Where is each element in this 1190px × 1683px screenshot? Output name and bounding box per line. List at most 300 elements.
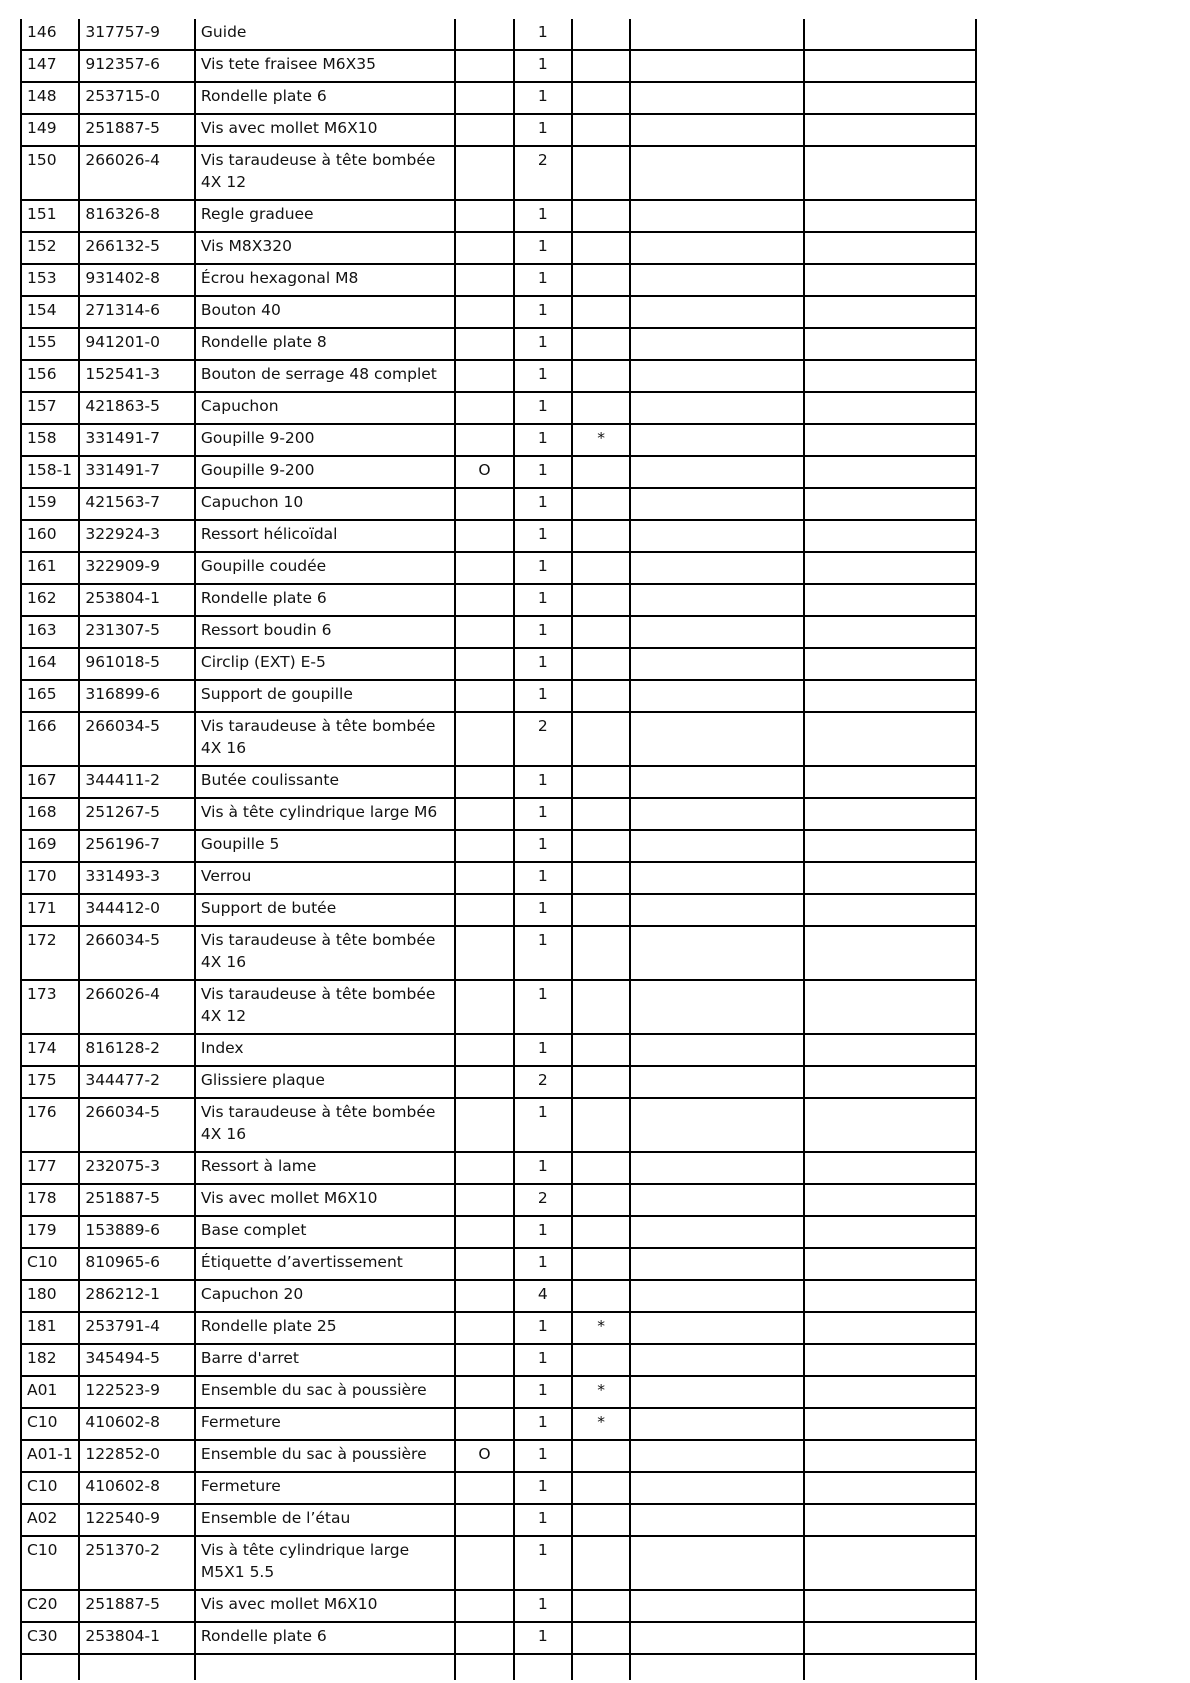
note-mark-cell — [572, 360, 630, 392]
blank-cell — [630, 19, 804, 50]
option-cell — [455, 926, 513, 980]
option-cell — [455, 1034, 513, 1066]
description-cell: Étiquette d’avertissement — [195, 1248, 455, 1280]
blank-cell — [804, 862, 976, 894]
table-row — [21, 50, 976, 82]
description-cell: Vis taraudeuse à tête bombée 4X 16 — [195, 926, 455, 980]
quantity-cell: 1 — [514, 1504, 572, 1536]
description-cell: Ensemble de l’étau — [195, 1504, 455, 1536]
blank-cell — [804, 584, 976, 616]
note-mark-cell — [572, 894, 630, 926]
option-cell: O — [455, 1440, 513, 1472]
blank-cell — [804, 616, 976, 648]
description-cell: Rondelle plate 6 — [195, 584, 455, 616]
item-number-cell: 168 — [21, 798, 79, 830]
item-number-cell: 172 — [21, 926, 79, 980]
part-number-cell: 266132-5 — [79, 232, 195, 264]
blank-cell — [804, 1504, 976, 1536]
blank-cell — [630, 328, 804, 360]
blank-cell — [630, 926, 804, 980]
table-row — [21, 200, 976, 232]
description-cell: Rondelle plate 25 — [195, 1312, 455, 1344]
table-row — [21, 232, 976, 264]
blank-cell — [630, 862, 804, 894]
note-mark-cell — [572, 552, 630, 584]
blank-cell — [804, 1440, 976, 1472]
table-row — [21, 1376, 976, 1408]
note-mark-cell — [572, 862, 630, 894]
description-cell: Verrou — [195, 862, 455, 894]
blank-cell — [804, 456, 976, 488]
note-mark-cell — [572, 1440, 630, 1472]
table-row — [21, 1034, 976, 1066]
table-row — [21, 114, 976, 146]
blank-cell — [804, 360, 976, 392]
option-cell — [455, 1312, 513, 1344]
blank-cell — [804, 1590, 976, 1622]
blank-cell — [630, 424, 804, 456]
description-cell: Capuchon 20 — [195, 1280, 455, 1312]
table-row — [21, 1280, 976, 1312]
blank-cell — [630, 1472, 804, 1504]
note-mark-cell — [572, 1536, 630, 1590]
quantity-cell: 1 — [514, 114, 572, 146]
description-cell: Rondelle plate 6 — [195, 1622, 455, 1654]
table-row — [21, 1344, 976, 1376]
description-cell: Bouton de serrage 48 complet — [195, 360, 455, 392]
part-number-cell: 410602-8 — [79, 1472, 195, 1504]
quantity-cell: 1 — [514, 1590, 572, 1622]
blank-cell — [630, 1280, 804, 1312]
blank-cell — [630, 584, 804, 616]
item-number-cell: 169 — [21, 830, 79, 862]
description-cell: Ensemble du sac à poussière — [195, 1440, 455, 1472]
blank-cell — [804, 296, 976, 328]
blank-cell — [630, 520, 804, 552]
description-cell: Vis à tête cylindrique large M5X1 5.5 — [195, 1536, 455, 1590]
part-number-cell: 266026-4 — [79, 146, 195, 200]
part-number-cell: 331491-7 — [79, 424, 195, 456]
table-row — [21, 328, 976, 360]
part-number-cell: 931402-8 — [79, 264, 195, 296]
description-cell: Support de butée — [195, 894, 455, 926]
quantity-cell: 1 — [514, 766, 572, 798]
item-number-cell: 160 — [21, 520, 79, 552]
item-number-cell: 167 — [21, 766, 79, 798]
table-row — [21, 926, 976, 980]
note-mark-cell — [572, 200, 630, 232]
option-cell — [455, 980, 513, 1034]
table-row — [21, 830, 976, 862]
option-cell — [455, 1472, 513, 1504]
option-cell — [455, 1590, 513, 1622]
blank-cell — [630, 232, 804, 264]
item-number-cell: 156 — [21, 360, 79, 392]
part-number-cell: 816326-8 — [79, 200, 195, 232]
blank-cell — [804, 1376, 976, 1408]
blank-cell — [804, 1184, 976, 1216]
option-cell — [455, 1654, 513, 1680]
table-row — [21, 456, 976, 488]
quantity-cell: 1 — [514, 1344, 572, 1376]
option-cell — [455, 798, 513, 830]
quantity-cell: 4 — [514, 1280, 572, 1312]
table-row — [21, 1440, 976, 1472]
quantity-cell: 1 — [514, 232, 572, 264]
quantity-cell: 1 — [514, 488, 572, 520]
note-mark-cell — [572, 520, 630, 552]
item-number-cell: 181 — [21, 1312, 79, 1344]
item-number-cell: A01-1 — [21, 1440, 79, 1472]
blank-cell — [630, 894, 804, 926]
blank-cell — [804, 424, 976, 456]
quantity-cell: 1 — [514, 264, 572, 296]
note-mark-cell — [572, 798, 630, 830]
part-number-cell: 231307-5 — [79, 616, 195, 648]
part-number-cell: 271314-6 — [79, 296, 195, 328]
description-cell: Capuchon 10 — [195, 488, 455, 520]
item-number-cell: 148 — [21, 82, 79, 114]
blank-cell — [804, 114, 976, 146]
description-cell: Vis à tête cylindrique large M6 — [195, 798, 455, 830]
quantity-cell: 1 — [514, 360, 572, 392]
blank-cell — [630, 1440, 804, 1472]
description-cell: Vis M8X320 — [195, 232, 455, 264]
table-row — [21, 648, 976, 680]
option-cell — [455, 830, 513, 862]
note-mark-cell — [572, 114, 630, 146]
part-number-cell: 810965-6 — [79, 1248, 195, 1280]
item-number-cell: C10 — [21, 1408, 79, 1440]
blank-cell — [630, 830, 804, 862]
blank-cell — [630, 648, 804, 680]
item-number-cell: 154 — [21, 296, 79, 328]
description-cell: Fermeture — [195, 1472, 455, 1504]
blank-cell — [630, 296, 804, 328]
option-cell — [455, 360, 513, 392]
quantity-cell: 1 — [514, 1376, 572, 1408]
quantity-cell: 1 — [514, 616, 572, 648]
quantity-cell: 1 — [514, 980, 572, 1034]
blank-cell — [804, 1536, 976, 1590]
option-cell — [455, 520, 513, 552]
option-cell — [455, 146, 513, 200]
option-cell — [455, 894, 513, 926]
description-cell: Goupille 5 — [195, 830, 455, 862]
note-mark-cell — [572, 232, 630, 264]
blank-cell — [804, 82, 976, 114]
description-cell: Guide — [195, 19, 455, 50]
table-row — [21, 1504, 976, 1536]
note-mark-cell — [572, 328, 630, 360]
part-number-cell: 286212-1 — [79, 1280, 195, 1312]
quantity-cell: 1 — [514, 82, 572, 114]
blank-cell — [804, 980, 976, 1034]
option-cell — [455, 616, 513, 648]
description-cell: Glissiere plaque — [195, 1066, 455, 1098]
quantity-cell — [514, 1654, 572, 1680]
table-row — [21, 296, 976, 328]
note-mark-cell — [572, 712, 630, 766]
part-number-cell: 253804-1 — [79, 1622, 195, 1654]
quantity-cell: 1 — [514, 1312, 572, 1344]
note-mark-cell — [572, 1184, 630, 1216]
quantity-cell: 1 — [514, 798, 572, 830]
option-cell — [455, 1376, 513, 1408]
table-row — [21, 1472, 976, 1504]
blank-cell — [804, 1066, 976, 1098]
description-cell: Ensemble du sac à poussière — [195, 1376, 455, 1408]
blank-cell — [804, 680, 976, 712]
description-cell: Ressort à lame — [195, 1152, 455, 1184]
part-number-cell: 322909-9 — [79, 552, 195, 584]
quantity-cell: 1 — [514, 926, 572, 980]
option-cell — [455, 296, 513, 328]
part-number-cell: 253791-4 — [79, 1312, 195, 1344]
quantity-cell: 1 — [514, 1216, 572, 1248]
option-cell — [455, 1622, 513, 1654]
table-row — [21, 1184, 976, 1216]
part-number-cell: 344411-2 — [79, 766, 195, 798]
table-row — [21, 146, 976, 200]
blank-cell — [804, 926, 976, 980]
description-cell: Vis taraudeuse à tête bombée 4X 16 — [195, 1098, 455, 1152]
blank-cell — [630, 1504, 804, 1536]
table-row — [21, 360, 976, 392]
blank-cell — [804, 798, 976, 830]
part-number-cell: 266034-5 — [79, 1098, 195, 1152]
option-cell — [455, 392, 513, 424]
quantity-cell: 1 — [514, 1440, 572, 1472]
quantity-cell: 1 — [514, 424, 572, 456]
description-cell: Fermeture — [195, 1408, 455, 1440]
option-cell — [455, 1536, 513, 1590]
option-cell — [455, 552, 513, 584]
option-cell — [455, 19, 513, 50]
description-cell: Ressort boudin 6 — [195, 616, 455, 648]
quantity-cell: 1 — [514, 392, 572, 424]
blank-cell — [630, 766, 804, 798]
part-number-cell: 251370-2 — [79, 1536, 195, 1590]
note-mark-cell — [572, 1590, 630, 1622]
table-row — [21, 980, 976, 1034]
blank-cell — [630, 1408, 804, 1440]
quantity-cell: 1 — [514, 894, 572, 926]
item-number-cell: C10 — [21, 1472, 79, 1504]
blank-cell — [630, 1344, 804, 1376]
part-number-cell: 912357-6 — [79, 50, 195, 82]
blank-cell — [630, 1654, 804, 1680]
item-number-cell: C10 — [21, 1536, 79, 1590]
description-cell: Vis taraudeuse à tête bombée 4X 16 — [195, 712, 455, 766]
item-number-cell: 166 — [21, 712, 79, 766]
description-cell: Barre d'arret — [195, 1344, 455, 1376]
item-number-cell: 158 — [21, 424, 79, 456]
item-number-cell: 157 — [21, 392, 79, 424]
blank-cell — [804, 766, 976, 798]
item-number-cell: 152 — [21, 232, 79, 264]
item-number-cell: A01 — [21, 1376, 79, 1408]
item-number-cell: 182 — [21, 1344, 79, 1376]
blank-cell — [630, 552, 804, 584]
item-number-cell: 149 — [21, 114, 79, 146]
blank-cell — [630, 360, 804, 392]
blank-cell — [804, 50, 976, 82]
part-number-cell: 251267-5 — [79, 798, 195, 830]
table-row — [21, 1216, 976, 1248]
parts-table — [20, 19, 977, 1680]
description-cell: Vis avec mollet M6X10 — [195, 114, 455, 146]
table-row — [21, 584, 976, 616]
table-row — [21, 19, 976, 50]
part-number-cell: 331491-7 — [79, 456, 195, 488]
part-number-cell: 256196-7 — [79, 830, 195, 862]
note-mark-cell — [572, 1654, 630, 1680]
quantity-cell: 1 — [514, 50, 572, 82]
quantity-cell: 1 — [514, 200, 572, 232]
item-number-cell: 176 — [21, 1098, 79, 1152]
blank-cell — [804, 19, 976, 50]
part-number-cell: 266034-5 — [79, 712, 195, 766]
part-number-cell: 266034-5 — [79, 926, 195, 980]
blank-cell — [804, 264, 976, 296]
item-number-cell: C30 — [21, 1622, 79, 1654]
note-mark-cell — [572, 616, 630, 648]
option-cell — [455, 50, 513, 82]
part-number-cell: 344412-0 — [79, 894, 195, 926]
option-cell — [455, 862, 513, 894]
blank-cell — [630, 456, 804, 488]
item-number-cell: 162 — [21, 584, 79, 616]
blank-cell — [630, 146, 804, 200]
part-number-cell: 152541-3 — [79, 360, 195, 392]
item-number-cell: 151 — [21, 200, 79, 232]
part-number-cell: 410602-8 — [79, 1408, 195, 1440]
description-cell: Vis avec mollet M6X10 — [195, 1590, 455, 1622]
description-cell: Vis avec mollet M6X10 — [195, 1184, 455, 1216]
blank-cell — [804, 1344, 976, 1376]
option-cell — [455, 1184, 513, 1216]
blank-cell — [630, 1066, 804, 1098]
description-cell: Rondelle plate 6 — [195, 82, 455, 114]
part-number-cell: 253715-0 — [79, 82, 195, 114]
part-number-cell: 816128-2 — [79, 1034, 195, 1066]
note-mark-cell: * — [572, 1312, 630, 1344]
quantity-cell: 1 — [514, 1152, 572, 1184]
blank-cell — [804, 1312, 976, 1344]
note-mark-cell — [572, 296, 630, 328]
blank-cell — [630, 264, 804, 296]
table-row — [21, 1536, 976, 1590]
blank-cell — [630, 1152, 804, 1184]
description-cell: Goupille coudée — [195, 552, 455, 584]
description-cell: Capuchon — [195, 392, 455, 424]
part-number-cell: 122852-0 — [79, 1440, 195, 1472]
table-row — [21, 798, 976, 830]
blank-cell — [804, 1408, 976, 1440]
table-row — [21, 862, 976, 894]
blank-cell — [630, 50, 804, 82]
table-row — [21, 1248, 976, 1280]
blank-cell — [630, 1248, 804, 1280]
blank-cell — [630, 114, 804, 146]
blank-cell — [630, 616, 804, 648]
blank-cell — [804, 392, 976, 424]
quantity-cell: 1 — [514, 456, 572, 488]
option-cell — [455, 584, 513, 616]
quantity-cell: 1 — [514, 19, 572, 50]
part-number-cell: 331493-3 — [79, 862, 195, 894]
option-cell — [455, 488, 513, 520]
part-number-cell: 232075-3 — [79, 1152, 195, 1184]
note-mark-cell — [572, 1344, 630, 1376]
blank-cell — [630, 980, 804, 1034]
note-mark-cell — [572, 456, 630, 488]
note-mark-cell — [572, 1216, 630, 1248]
blank-cell — [804, 146, 976, 200]
note-mark-cell — [572, 1248, 630, 1280]
note-mark-cell — [572, 766, 630, 798]
option-cell — [455, 264, 513, 296]
quantity-cell: 1 — [514, 1472, 572, 1504]
item-number-cell: 173 — [21, 980, 79, 1034]
note-mark-cell — [572, 1152, 630, 1184]
table-row — [21, 520, 976, 552]
blank-cell — [804, 1248, 976, 1280]
note-mark-cell — [572, 264, 630, 296]
description-cell: Base complet — [195, 1216, 455, 1248]
description-cell: Vis tete fraisee M6X35 — [195, 50, 455, 82]
description-cell: Écrou hexagonal M8 — [195, 264, 455, 296]
blank-cell — [804, 1622, 976, 1654]
item-number-cell: C20 — [21, 1590, 79, 1622]
quantity-cell: 2 — [514, 146, 572, 200]
option-cell — [455, 1152, 513, 1184]
quantity-cell: 1 — [514, 830, 572, 862]
parts-list-page — [20, 19, 977, 1680]
blank-cell — [804, 712, 976, 766]
blank-cell — [804, 1472, 976, 1504]
table-row — [21, 1654, 976, 1680]
blank-cell — [804, 1280, 976, 1312]
table-row — [21, 1312, 976, 1344]
option-cell — [455, 200, 513, 232]
blank-cell — [630, 1622, 804, 1654]
table-row — [21, 616, 976, 648]
note-mark-cell — [572, 488, 630, 520]
item-number-cell: 177 — [21, 1152, 79, 1184]
description-cell: Goupille 9-200 — [195, 456, 455, 488]
option-cell: O — [455, 456, 513, 488]
quantity-cell: 1 — [514, 552, 572, 584]
note-mark-cell — [572, 830, 630, 862]
part-number-cell: 266026-4 — [79, 980, 195, 1034]
blank-cell — [630, 1376, 804, 1408]
part-number-cell: 122523-9 — [79, 1376, 195, 1408]
quantity-cell: 1 — [514, 680, 572, 712]
quantity-cell: 1 — [514, 328, 572, 360]
blank-cell — [630, 1216, 804, 1248]
table-row — [21, 1408, 976, 1440]
description-cell: Bouton 40 — [195, 296, 455, 328]
note-mark-cell: * — [572, 424, 630, 456]
quantity-cell: 1 — [514, 520, 572, 552]
part-number-cell: 344477-2 — [79, 1066, 195, 1098]
part-number-cell: 961018-5 — [79, 648, 195, 680]
option-cell — [455, 1216, 513, 1248]
description-cell: Regle graduee — [195, 200, 455, 232]
blank-cell — [804, 520, 976, 552]
